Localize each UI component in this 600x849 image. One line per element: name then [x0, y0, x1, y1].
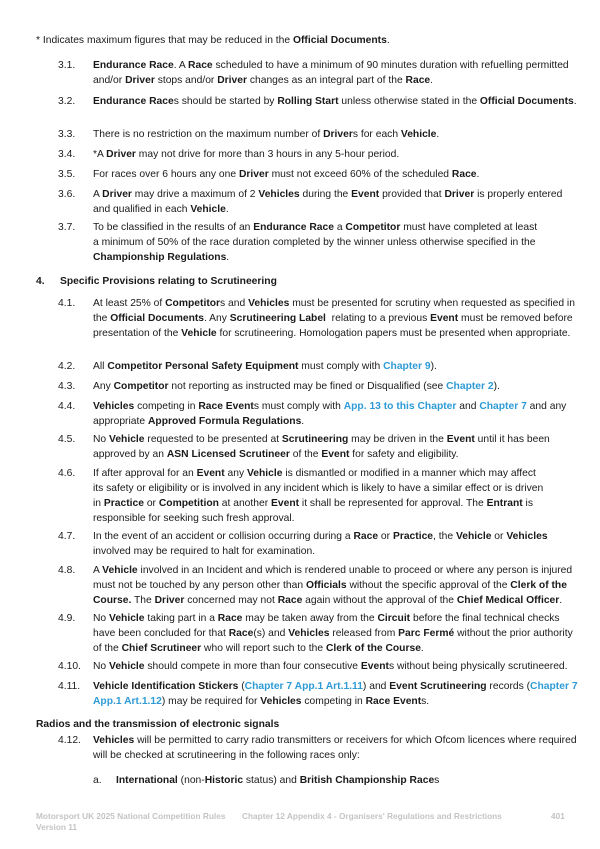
rule-number: 4.12.	[58, 735, 81, 746]
chapter-reference-link[interactable]: Chapter 2	[446, 381, 494, 392]
rule-number: 4.2.	[58, 361, 76, 372]
footer-version: Version 11	[36, 822, 78, 832]
rule-number: 3.1.	[58, 60, 76, 71]
rule-number: 4.4.	[58, 401, 76, 412]
sub-item-letter: a.	[93, 775, 102, 786]
rule-text: Vehicles competing in Race Events must comply with App. 13 to this Chapter and Chapter 7 and any appropriate Approved Formula Regulations.	[93, 401, 567, 427]
footer-left	[36, 811, 225, 833]
footer-chapter: Chapter 12 Appendix 4 - Organisers' Regulations and Restrictions	[242, 811, 502, 821]
rule-text: No Vehicle taking part in a Race may be taken away from the Circuit before the final technical checks have been concluded for that Race(s) and Vehicles released from Parc Fermé without the prior authority of the Chief Scrutineer who will report such to the Clerk of the Course.	[93, 613, 573, 654]
section-title: Specific Provisions relating to Scrutineering	[60, 276, 277, 287]
rule-text: There is no restriction on the maximum number of Drivers for each Vehicle.	[93, 129, 440, 140]
rule-number: 3.6.	[58, 189, 76, 200]
rule-number: 3.5.	[58, 169, 76, 180]
asterisk-note	[36, 33, 576, 48]
rule-text: If after approval for an Event any Vehicle is dismantled or modified in a manner which may affect its safety or eligibility or is involved in any incident which is likely to have a similar effect or is driven in Practice or Competition at another Event it shall be represented for approval. The Entrant is responsible for seeking such fresh approval.	[93, 468, 544, 524]
rule-text: At least 25% of Competitors and Vehicles must be presented for scrutiny when requested as specified in the Official Documents. Any Scrutineering Label relating to a previous Event must be removed before presentation of the Vehicle for scrutineering. Homologation papers must be presented when appropriate.	[93, 298, 575, 339]
rule-text: *A Driver may not drive for more than 3 hours in any 5-hour period.	[93, 149, 400, 160]
rule-number: 4.9.	[58, 613, 76, 624]
chapter-reference-link[interactable]: Chapter 9	[383, 361, 431, 372]
rule-text: All Competitor Personal Safety Equipment must comply with Chapter 9).	[93, 361, 437, 372]
rule-number: 4.8.	[58, 565, 76, 576]
chapter-reference-link[interactable]: Chapter 7	[479, 401, 527, 412]
chapter-reference-link[interactable]: Chapter 7 App.1 Art.1.11	[244, 681, 363, 692]
rule-number: 3.2.	[58, 96, 76, 107]
rule-text: No Vehicle should compete in more than four consecutive Events without being physically scrutineered.	[93, 661, 568, 672]
section-number: 4.	[36, 276, 45, 287]
radios-heading: Radios and the transmission of electronic signals	[36, 719, 280, 730]
rule-text: Vehicles will be permitted to carry radio transmitters or receivers for which Ofcom licences where required will be checked at scrutineering in the following races only:	[93, 735, 577, 761]
rule-number: 4.3.	[58, 381, 76, 392]
rule-text: No Vehicle requested to be presented at Scrutineering may be driven in the Event until it has been approved by an ASN Licensed Scrutineer of the Event for safety and eligibility.	[93, 434, 550, 460]
rule-text: To be classified in the results of an Endurance Race a Competitor must have completed at least a minimum of 50% of the race duration completed by the winner unless otherwise specified in the Championship Regulations.	[93, 222, 538, 263]
rule-number: 4.11.	[58, 681, 81, 692]
rule-text: In the event of an accident or collision occurring during a Race or Practice, the Vehicle or Vehicles involved may be required to halt for examination.	[93, 531, 548, 557]
rule-number: 3.3.	[58, 129, 76, 140]
rule-text: A Driver may drive a maximum of 2 Vehicles during the Event provided that Driver is properly entered and qualified in each Vehicle.	[93, 189, 563, 215]
footer-publication: Motorsport UK 2025 National Competition Rules	[36, 811, 226, 821]
rule-number: 4.5.	[58, 434, 76, 445]
rule-text: A Vehicle involved in an Incident and which is rendered unable to proceed or where any person is injured must not be touched by any person other than Officials without the specific approval of the Clerk of the Course. The Driver concerned may not Race again without the approval of the Chief Medical Officer.	[93, 565, 573, 606]
chapter-reference-link[interactable]: Chapter 7 App.1 Art.1.12	[93, 681, 578, 707]
rule-number: 4.1.	[58, 298, 76, 309]
rule-number: 3.7.	[58, 222, 76, 233]
rule-number: 4.10.	[58, 661, 81, 672]
rule-text: Vehicle Identification Stickers (Chapter 7 App.1 Art.1.11) and Event Scrutineering records (Chapter 7 App.1 Art.1.12) may be required for Vehicles competing in Race Events.	[93, 681, 578, 707]
note-text: * Indicates maximum figures that may be reduced in the Official Documents.	[36, 35, 390, 46]
rule-number: 3.4.	[58, 149, 76, 160]
rule-text: Endurance Races should be started by Rolling Start unless otherwise stated in the Official Documents.	[93, 96, 577, 107]
section-4-heading	[36, 274, 277, 289]
sub-item-text: International (non-Historic status) and British Championship Races	[116, 775, 440, 786]
rule-number: 4.6.	[58, 468, 76, 479]
footer-page-number: 401	[551, 811, 565, 821]
rule-text: Any Competitor not reporting as instructed may be fined or Disqualified (see Chapter 2).	[93, 381, 500, 392]
rule-text: For races over 6 hours any one Driver must not exceed 60% of the scheduled Race.	[93, 169, 480, 180]
rule-text: Endurance Race. A Race scheduled to have a minimum of 90 minutes duration with refuelling permitted and/or Driver stops and/or Driver changes as an integral part of the Race.	[93, 60, 569, 86]
rule-number: 4.7.	[58, 531, 76, 542]
chapter-reference-link[interactable]: App. 13 to this Chapter	[343, 401, 457, 412]
